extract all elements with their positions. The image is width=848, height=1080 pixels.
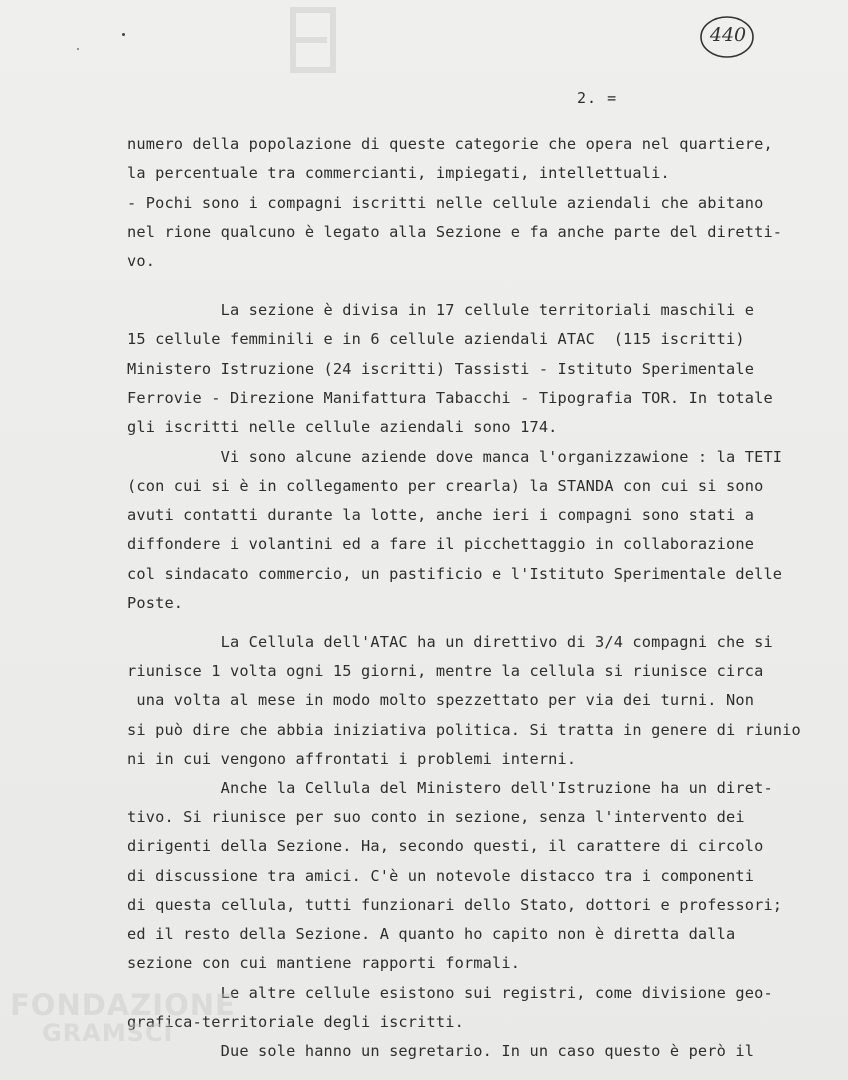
text-line: gli iscritti nelle cellule aziendali sono 174. — [127, 418, 558, 436]
logo-text-line1: FONDAZIONE — [10, 988, 236, 1022]
ink-speck — [77, 48, 79, 50]
text-line: Vi sono alcune aziende dove manca l'organizzawione : la TETI — [127, 448, 783, 466]
text-line: la percentuale tra commercianti, impiegati, intellettuali. — [127, 164, 670, 182]
text-line: si può dire che abbia iniziativa politica. Si tratta in genere di riunio — [127, 721, 801, 739]
page-marker: 2. = — [577, 89, 618, 107]
text-line: (con cui si è in collegamento per crearla) la STANDA con cui si sono — [127, 477, 764, 495]
text-line: di questa cellula, tutti funzionari dello Stato, dottori e professori; — [127, 896, 783, 914]
text-line: col sindacato commercio, un pastificio e l'Istituto Sperimentale delle — [127, 565, 783, 583]
text-line: Ferrovie - Direzione Manifattura Tabacchi - Tipografia TOR. In totale — [127, 389, 773, 407]
text-line: ni in cui vengono affrontati i problemi interni. — [127, 750, 577, 768]
text-line: - Pochi sono i compagni iscritti nelle cellule aziendali che abitano — [127, 194, 764, 212]
text-line: sezione con cui mantiene rapporti formali. — [127, 954, 521, 972]
text-line: avuti contatti durante la lotte, anche ieri i compagni sono stati a — [127, 506, 755, 524]
handwritten-page-number: 440 — [709, 24, 747, 46]
text-line: 15 cellule femminili e in 6 cellule aziendali ATAC (115 iscritti) — [127, 330, 745, 348]
text-line: La sezione è divisa in 17 cellule territoriali maschili e — [127, 301, 755, 319]
text-line: una volta al mese in modo molto spezzettato per via dei turni. Non — [127, 691, 755, 709]
text-line: Due sole hanno un segretario. In un caso questo è però il — [127, 1042, 755, 1060]
text-line: vo. — [127, 252, 156, 270]
text-line: di discussione tra amici. C'è un notevole distacco tra i componenti — [127, 867, 755, 885]
text-line: Le altre cellule esistono sui registri, come divisione geo- — [127, 984, 773, 1002]
text-line: La Cellula dell'ATAC ha un direttivo di 3/4 compagni che si — [127, 633, 773, 651]
text-line: ed il resto della Sezione. A quanto ho capito non è diretta dalla — [127, 925, 736, 943]
text-line: dirigenti della Sezione. Ha, secondo questi, il carattere di circolo — [127, 837, 764, 855]
text-line: nel rione qualcuno è legato alla Sezione e fa anche parte del diretti- — [127, 223, 783, 241]
logo-text-line2: GRAMSCI — [42, 1019, 174, 1047]
text-line: riunisce 1 volta ogni 15 giorni, mentre la cellula si riunisce circa — [127, 662, 764, 680]
text-line: grafica-territoriale degli iscritti. — [127, 1013, 464, 1031]
text-line: tivo. Si riunisce per suo conto in sezione, senza l'intervento dei — [127, 808, 745, 826]
text-line: Anche la Cellula del Ministero dell'Istruzione ha un diret- — [127, 779, 773, 797]
text-line: Poste. — [127, 594, 184, 612]
ink-speck — [122, 33, 125, 36]
watermark-stamp — [287, 0, 347, 80]
text-line: Ministero Istruzione (24 iscritti) Tassisti - Istituto Sperimentale — [127, 360, 755, 378]
foundation-logo-watermark — [10, 988, 236, 1068]
text-line: diffondere i volantini ed a fare il picchettaggio in collaborazione — [127, 535, 755, 553]
text-line: numero della popolazione di queste categorie che opera nel quartiere, — [127, 135, 773, 153]
